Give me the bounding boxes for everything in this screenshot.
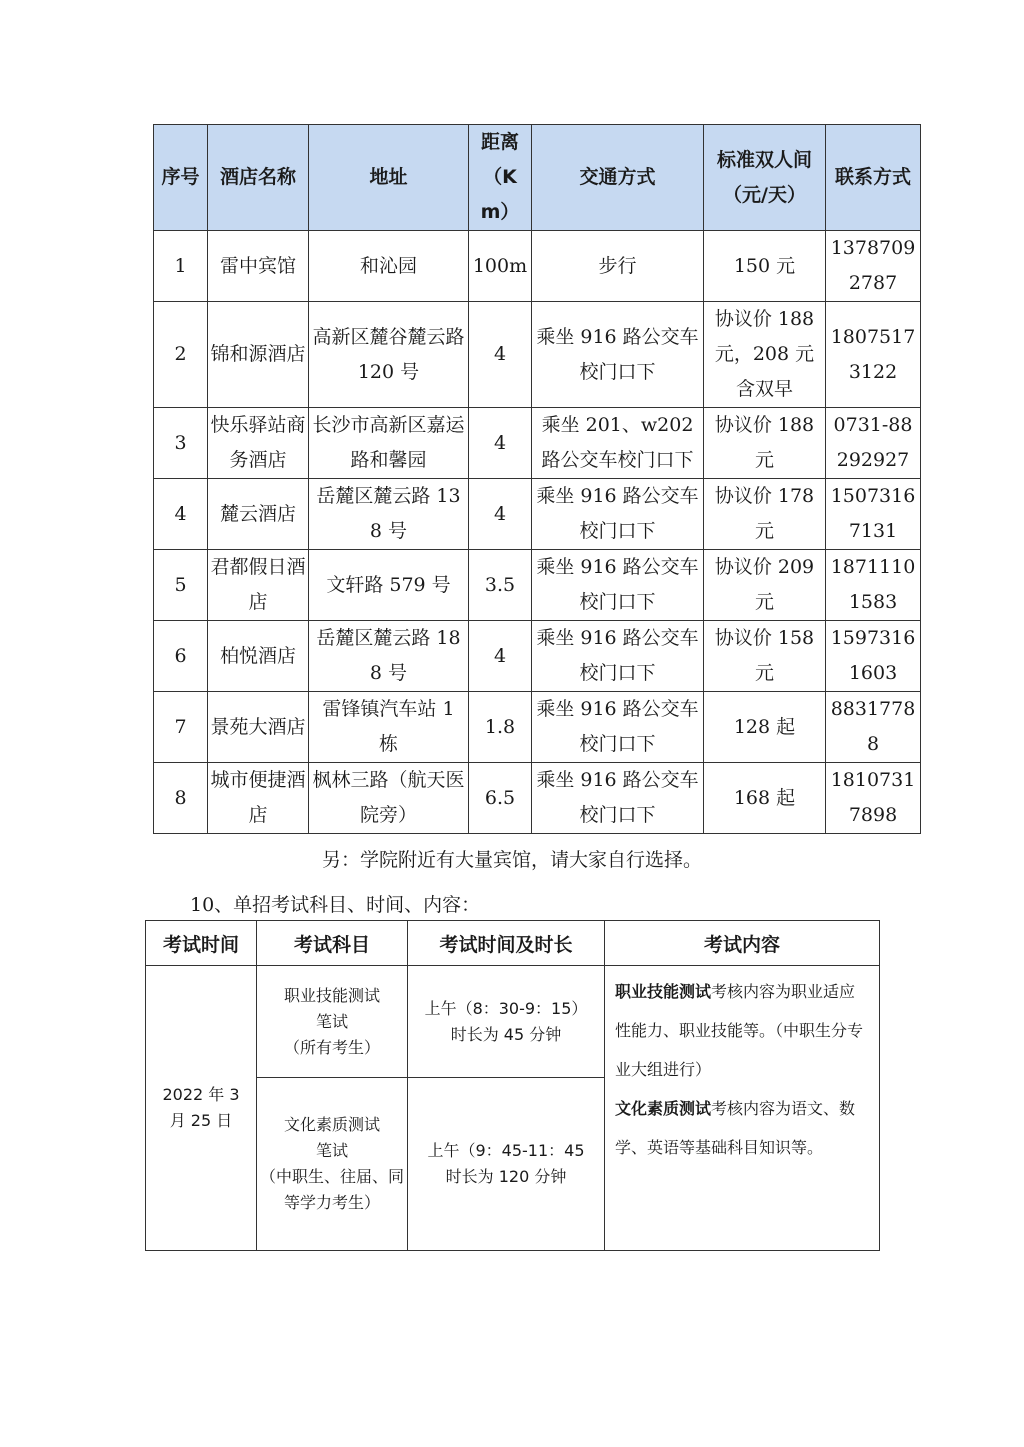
cell-price: 协议价 188 元 [704, 408, 826, 479]
header-no: 序号 [154, 125, 208, 231]
note-text: 另：学院附近有大量宾馆，请大家自行选择。 [321, 849, 702, 871]
cell-distance: 6.5 [469, 763, 532, 834]
cell-name: 君都假日酒店 [208, 550, 309, 621]
cell-transport: 乘坐 201、w202 路公交车校门口下 [532, 408, 704, 479]
cell-price: 协议价 188 元，208 元含双早 [704, 302, 826, 408]
header-exam-subject: 考试科目 [257, 921, 408, 966]
hotel-table-header [154, 125, 921, 231]
cell-price: 协议价 209 元 [704, 550, 826, 621]
cell-distance: 4 [469, 408, 532, 479]
header-price: 标准双人间（元/天） [704, 125, 826, 231]
cell-no: 6 [154, 621, 208, 692]
cell-no: 7 [154, 692, 208, 763]
exam-table [145, 920, 880, 1251]
cell-contact: 18107317898 [826, 763, 921, 834]
exam-table-header [146, 921, 880, 966]
table-row [154, 692, 921, 763]
cell-address: 长沙市高新区嘉运路和馨园 [309, 408, 469, 479]
cell-address: 岳麓区麓云路 188 号 [309, 621, 469, 692]
cell-contact: 88317788 [826, 692, 921, 763]
time-line1: 上午（9：45-11：45 [427, 1141, 585, 1160]
subject-who: （中职生、往届、同等学力考生） [259, 1167, 404, 1212]
cell-transport: 乘坐 916 路公交车校门口下 [532, 763, 704, 834]
cell-transport: 乘坐 916 路公交车校门口下 [532, 550, 704, 621]
cell-transport: 乘坐 916 路公交车校门口下 [532, 302, 704, 408]
cell-address: 雷锋镇汽车站 1 栋 [309, 692, 469, 763]
cell-name: 柏悦酒店 [208, 621, 309, 692]
cell-no: 5 [154, 550, 208, 621]
header-transport: 交通方式 [532, 125, 704, 231]
cell-name: 麓云酒店 [208, 479, 309, 550]
cell-distance: 3.5 [469, 550, 532, 621]
cell-transport: 乘坐 916 路公交车校门口下 [532, 692, 704, 763]
content-p2-bold: 文化素质测试 [615, 1099, 712, 1118]
cell-exam-subject [257, 1078, 408, 1251]
subject-type: 笔试 [315, 1011, 348, 1031]
cell-no: 1 [154, 231, 208, 302]
cell-price: 128 起 [704, 692, 826, 763]
cell-contact: 15973161603 [826, 621, 921, 692]
cell-contact: 15073167131 [826, 479, 921, 550]
cell-price: 协议价 158 元 [704, 621, 826, 692]
table-row [154, 479, 921, 550]
table-row [146, 966, 880, 1078]
time-line2: 时长为 45 分钟 [450, 1024, 562, 1044]
header-distance: 距离（Km） [469, 125, 532, 231]
time-line2: 时长为 120 分钟 [445, 1167, 567, 1186]
cell-distance: 4 [469, 479, 532, 550]
cell-contact: 18711101583 [826, 550, 921, 621]
cell-distance: 4 [469, 302, 532, 408]
content-p2-text: 考核内容为语文、数学、英语等基础科目知识等。 [615, 1099, 856, 1157]
header-exam-content: 考试内容 [605, 921, 880, 966]
cell-address: 高新区麓谷麓云路 120 号 [309, 302, 469, 408]
cell-transport: 乘坐 916 路公交车校门口下 [532, 479, 704, 550]
content-p1-text: 考核内容为职业适应性能力、职业技能等。（中职生分专业大组进行） [615, 982, 864, 1079]
cell-address: 和沁园 [309, 231, 469, 302]
subject-name: 文化素质测试 [283, 1115, 380, 1134]
cell-no: 4 [154, 479, 208, 550]
cell-contact: 13787092787 [826, 231, 921, 302]
cell-distance: 100m [469, 231, 532, 302]
cell-contact: 0731-88292927 [826, 408, 921, 479]
cell-exam-time [408, 1078, 605, 1251]
cell-name: 锦和源酒店 [208, 302, 309, 408]
header-name: 酒店名称 [208, 125, 309, 231]
cell-distance: 1.8 [469, 692, 532, 763]
cell-no: 8 [154, 763, 208, 834]
subject-who: （所有考生） [283, 1037, 380, 1057]
table-row [154, 763, 921, 834]
cell-transport: 步行 [532, 231, 704, 302]
content-p1-bold: 职业技能测试 [615, 982, 712, 1001]
cell-price: 150 元 [704, 231, 826, 302]
cell-price: 168 起 [704, 763, 826, 834]
hotel-table [153, 124, 921, 834]
cell-address: 枫林三路（航天医院旁） [309, 763, 469, 834]
header-contact: 联系方式 [826, 125, 921, 231]
cell-exam-time [408, 966, 605, 1078]
cell-name: 快乐驿站商务酒店 [208, 408, 309, 479]
cell-contact: 18075173122 [826, 302, 921, 408]
exam-date-text: 2022 年 3 月 25 日 [162, 1085, 240, 1130]
table-row [154, 231, 921, 302]
table-row [154, 408, 921, 479]
header-exam-date: 考试时间 [146, 921, 257, 966]
cell-price: 协议价 178 元 [704, 479, 826, 550]
cell-address: 文轩路 579 号 [309, 550, 469, 621]
subject-name: 职业技能测试 [283, 985, 380, 1005]
cell-transport: 乘坐 916 路公交车校门口下 [532, 621, 704, 692]
cell-exam-date [146, 966, 257, 1251]
cell-name: 景苑大酒店 [208, 692, 309, 763]
cell-exam-subject [257, 966, 408, 1078]
cell-distance: 4 [469, 621, 532, 692]
table-row [154, 621, 921, 692]
section-title: 10、单招考试科目、时间、内容： [190, 894, 481, 916]
table-row [154, 550, 921, 621]
header-exam-time: 考试时间及时长 [408, 921, 605, 966]
subject-type: 笔试 [315, 1141, 348, 1160]
cell-address: 岳麓区麓云路 138 号 [309, 479, 469, 550]
cell-no: 3 [154, 408, 208, 479]
cell-no: 2 [154, 302, 208, 408]
header-address: 地址 [309, 125, 469, 231]
time-line1: 上午（8：30-9：15） [424, 998, 588, 1018]
cell-name: 城市便捷酒店 [208, 763, 309, 834]
cell-name: 雷中宾馆 [208, 231, 309, 302]
table-row [154, 302, 921, 408]
cell-exam-content [605, 966, 880, 1251]
